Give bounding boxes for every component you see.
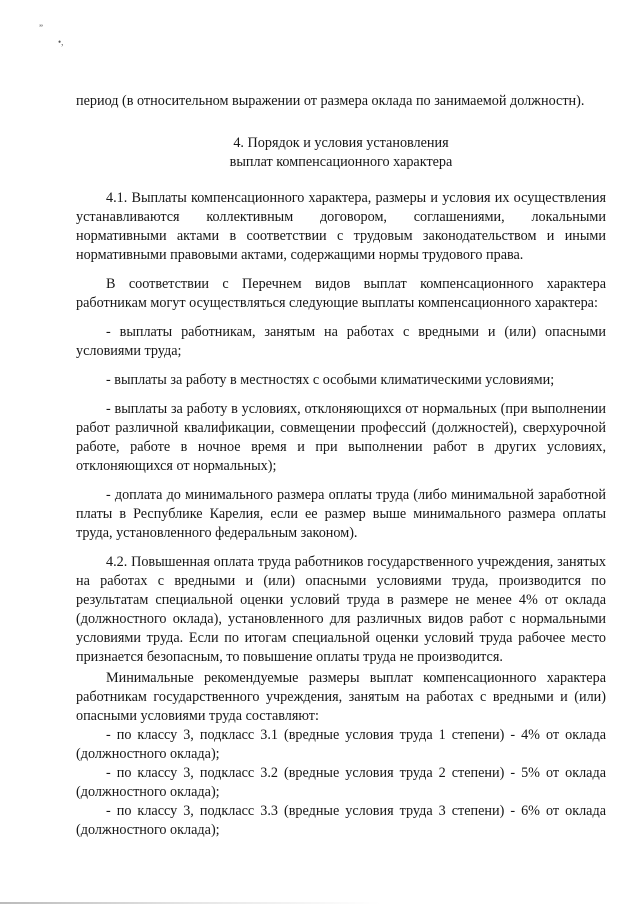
paragraph: 4.1. Выплаты компенсационного характера, размеры и условия их осуществления устанавливаются коллективным договором, соглашениями, локальными нормативными актами в соответствии с трудовым законодательством и иными нормативными правовыми актами, содержащими нормы трудового права. [76,190,606,263]
list-item: - выплаты за работу в условиях, отклоняющихся от нормальных (при выполнении работ различной квалификации, совмещении профессий (должностей), сверхурочной работе, работе в ночное время и при выполнении работ в других условиях, отклоняющихся от нормальных); [76,401,606,474]
section-heading-line: выплат компенсационного характера [229,154,453,170]
list-item: - выплаты работникам, занятым на работах с вредными и (или) опасными условиями труда; [76,324,606,359]
list-item: - выплаты за работу в местностях с особыми климатическими условиями; [106,372,555,388]
scan-mark: ” [39,23,43,33]
section-heading-line: 4. Порядок и условия установления [233,135,449,151]
paragraph: Минимальные рекомендуемые размеры выплат компенсационного характера работникам государственного учреждения, занятым на работах с вредными и (или) опасными условиями труда составляют: [76,670,606,724]
list-item: - доплата до минимального размера оплаты труда (либо минимальной заработной платы в Республике Карелия, если ее размер выше минимального размера оплаты труда, установленного федеральным законом). [76,487,606,541]
document-body [76,92,606,840]
list-item: - по классу 3, подкласс 3.3 (вредные условия труда 3 степени) - 6% от оклада (должностного оклада); [76,803,606,838]
paragraph: В соответствии с Перечнем видов выплат компенсационного характера работникам могут осуществляться следующие выплаты компенсационного характера: [76,276,606,311]
list-item: - по классу 3, подкласс 3.2 (вредные условия труда 2 степени) - 5% от оклада (должностного оклада); [76,765,606,800]
list-item: - по классу 3, подкласс 3.1 (вредные условия труда 1 степени) - 4% от оклада (должностного оклада); [76,727,606,762]
scan-mark: •, [58,37,64,47]
section-heading [76,134,606,172]
paragraph: период (в относительном выражении от размера оклада по занимаемой должностн). [76,93,585,109]
paragraph: 4.2. Повышенная оплата труда работников государственного учреждения, занятых на работах с вредными и (или) опасными условиями труда, производится по результатам специальной оценки условий труда в размере не менее 4% от оклада (должностного оклада), установленного для различных видов работ с нормальными условиями труда. Если по итогам специальной оценки условий труда рабочее место признается безопасным, то повышение оплаты труда не производится. [76,554,606,665]
scan-edge [0,902,635,904]
